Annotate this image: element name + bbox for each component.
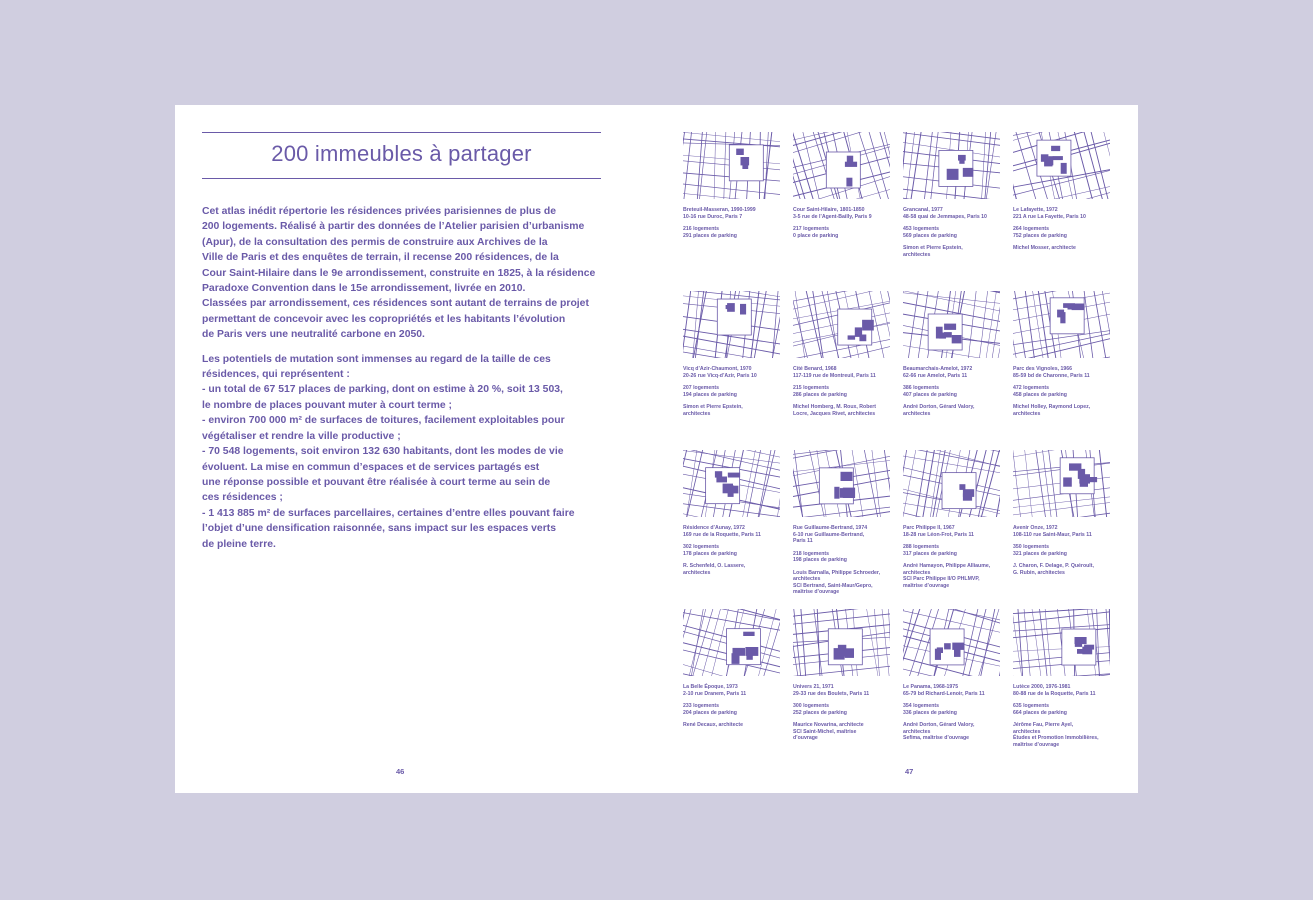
text-line: - environ 700 000 m² de surfaces de toitures, facilement exploitables pour bbox=[202, 415, 565, 427]
residence-card bbox=[793, 132, 893, 239]
page-number-left: 46 bbox=[396, 767, 405, 776]
residence-card bbox=[683, 609, 783, 729]
text-line: Paradoxe Convention dans le 15e arrondissement, livrée en 2010. bbox=[202, 283, 526, 295]
caption-line: Locre, Jacques Rivet, architectes bbox=[793, 410, 876, 417]
street-plan-icon bbox=[793, 609, 890, 676]
book-spread bbox=[175, 105, 1138, 793]
street-plan-icon bbox=[1013, 609, 1110, 676]
caption-line: maîtrise d’ouvrage bbox=[903, 582, 950, 589]
caption-line: 291 places de parking bbox=[683, 232, 737, 239]
text-line: l’objet d’une densification raisonnée, sans impact sur les espaces verts bbox=[202, 523, 556, 535]
text-line: une réponse possible et pouvant être réalisée à court terme au sein de bbox=[202, 476, 551, 488]
caption-line: SCI Bertrand, Saint-Maur/Gepro, bbox=[793, 582, 873, 589]
residence-card bbox=[903, 291, 1003, 417]
residence-caption bbox=[903, 684, 1001, 742]
text-line: végétaliser et rendre la ville productive ; bbox=[202, 430, 401, 442]
caption-line: 300 logements bbox=[793, 703, 830, 709]
caption-line: 108-110 rue Saint-Maur, Paris 11 bbox=[1013, 531, 1092, 538]
caption-line: 407 places de parking bbox=[903, 391, 957, 398]
text-line: - un total de 67 517 places de parking, dont on estime à 20 %, soit 13 503, bbox=[202, 384, 563, 396]
residence-caption bbox=[1013, 525, 1111, 576]
residence-caption bbox=[793, 207, 891, 239]
caption-line: 221 A rue La Fayette, Paris 10 bbox=[1013, 213, 1086, 220]
caption-line: Le Panama, 1968-1975 bbox=[903, 684, 959, 690]
residence-card bbox=[683, 291, 783, 417]
caption-line: Lutèce 2000, 1976-1981 bbox=[1013, 684, 1071, 690]
caption-line: architectes bbox=[903, 728, 931, 735]
street-plan-icon bbox=[903, 609, 1000, 676]
caption-line: 178 places de parking bbox=[683, 550, 737, 557]
residence-card bbox=[683, 132, 783, 239]
street-plan-icon bbox=[1013, 291, 1110, 358]
text-line: ces résidences ; bbox=[202, 492, 283, 504]
residence-caption bbox=[1013, 207, 1111, 252]
caption-line: SCI Parc Philippe II/O PHLMVP, bbox=[903, 576, 980, 582]
street-plan-icon bbox=[1013, 132, 1110, 199]
caption-line: architectes bbox=[683, 569, 711, 576]
caption-line: Michel Homberg, M. Roux, Robert bbox=[793, 404, 877, 410]
caption-line: 2-10 rue Dranem, Paris 11 bbox=[683, 690, 747, 697]
caption-line: architectes bbox=[1013, 410, 1041, 417]
caption-line: Le Lafayette, 1972 bbox=[1013, 207, 1058, 213]
text-line: évoluent. La mise en commun d’espaces et de services partagés est bbox=[202, 461, 540, 473]
caption-line: 169 rue de la Roquette, Paris 11 bbox=[683, 531, 761, 538]
caption-line: Breteuil-Masseran, 1990-1999 bbox=[683, 207, 756, 213]
residence-caption bbox=[903, 525, 1001, 589]
street-plan-icon bbox=[683, 609, 780, 676]
caption-line: 286 places de parking bbox=[793, 391, 847, 398]
caption-line: Louis Barnalla, Philippe Schroeder, bbox=[793, 569, 881, 576]
caption-line: Paris 11 bbox=[793, 538, 813, 544]
text-line: - 1 413 885 m² de surfaces parcellaires, certaines d’entre elles pouvant faire bbox=[202, 507, 575, 519]
caption-line: d’ouvrage bbox=[793, 735, 818, 741]
residence-card bbox=[683, 450, 783, 576]
caption-line: 321 places de parking bbox=[1013, 550, 1067, 557]
caption-line: 216 logements bbox=[683, 226, 720, 232]
caption-line: architectes bbox=[903, 410, 931, 417]
caption-line: 215 logements bbox=[793, 385, 830, 391]
residence-caption bbox=[793, 684, 891, 742]
caption-line: 204 places de parking bbox=[683, 709, 737, 716]
page-number-right: 47 bbox=[905, 767, 914, 776]
residence-card bbox=[1013, 132, 1113, 252]
street-plan-icon bbox=[793, 450, 890, 517]
street-plan-icon bbox=[1013, 450, 1110, 517]
caption-line: Jérôme Fau, Pierre Ayel, bbox=[1013, 722, 1074, 728]
text-line: résidences, qui représentent : bbox=[202, 369, 350, 381]
street-plan-icon bbox=[903, 132, 1000, 199]
residence-caption bbox=[903, 207, 1001, 258]
caption-line: 80-88 rue de la Roquette, Paris 11 bbox=[1013, 690, 1096, 697]
caption-line: 18-28 rue Léon-Frot, Paris 11 bbox=[903, 531, 974, 538]
residence-card bbox=[793, 291, 893, 417]
caption-line: 302 logements bbox=[683, 544, 720, 550]
caption-line: 664 places de parking bbox=[1013, 709, 1067, 716]
caption-line: 20-26 rue Vicq-d’Azir, Paris 10 bbox=[683, 372, 757, 379]
caption-line: Simon et Pierre Epstein, bbox=[903, 245, 963, 251]
text-line: - 70 548 logements, soit environ 132 630 habitants, dont les modes de vie bbox=[202, 446, 564, 458]
caption-line: 10-16 rue Duroc, Paris 7 bbox=[683, 213, 743, 220]
caption-line: 194 places de parking bbox=[683, 391, 737, 398]
caption-line: architectes bbox=[1013, 728, 1041, 735]
caption-line: 317 places de parking bbox=[903, 550, 957, 557]
caption-line: Parc des Vignoles, 1966 bbox=[1013, 366, 1073, 372]
street-plan-icon bbox=[683, 291, 780, 358]
residence-caption bbox=[683, 366, 781, 417]
text-line: permettant de concevoir avec les copropriétés et les habitants l’évolution bbox=[202, 313, 566, 325]
residence-caption bbox=[683, 525, 781, 576]
residence-card bbox=[1013, 450, 1113, 576]
text-line: Ville de Paris et des enquêtes de terrain, il recense 200 résidences, de la bbox=[202, 252, 559, 264]
text-line: de Paris vers une neutralité carbone en 2050. bbox=[202, 329, 425, 341]
caption-line: Michel Mosser, architecte bbox=[1013, 245, 1076, 251]
caption-line: R. Schenfeld, O. Lassere, bbox=[683, 563, 746, 569]
page-title: 200 immeubles à partager bbox=[271, 141, 532, 166]
caption-line: André Dorton, Gérard Valory, bbox=[903, 722, 975, 728]
caption-line: 218 logements bbox=[793, 550, 830, 557]
caption-line: 635 logements bbox=[1013, 703, 1050, 709]
caption-line: Vicq d’Azir-Chaumont, 1970 bbox=[683, 366, 752, 372]
caption-line: 569 places de parking bbox=[903, 232, 957, 239]
text-line: Cet atlas inédit répertorie les résidences privées parisiennes de plus de bbox=[202, 206, 557, 217]
title-rule-bottom bbox=[202, 178, 601, 179]
text-line: Les potentiels de mutation sont immenses au regard de la taille de ces bbox=[202, 353, 551, 365]
caption-line: 117-119 rue de Montreuil, Paris 11 bbox=[793, 372, 876, 379]
caption-line: 386 logements bbox=[903, 385, 940, 391]
caption-line: 217 logements bbox=[793, 226, 830, 232]
residence-caption bbox=[793, 366, 891, 417]
caption-line: 0 place de parking bbox=[793, 232, 839, 239]
caption-line: Cour Saint-Hilaire, 1801-1850 bbox=[793, 207, 865, 213]
residence-caption bbox=[683, 684, 781, 729]
caption-line: architectes bbox=[903, 251, 931, 258]
street-plan-icon bbox=[793, 132, 890, 199]
caption-line: Maurice Novarina, architecte bbox=[793, 722, 864, 728]
caption-line: maîtrise d’ouvrage bbox=[1013, 741, 1060, 748]
caption-line: 207 logements bbox=[683, 385, 720, 391]
caption-line: 453 logements bbox=[903, 226, 940, 232]
caption-line: 252 places de parking bbox=[793, 709, 847, 716]
text-line: Classées par arrondissement, ces résidences sont autant de terrains de projet bbox=[202, 298, 589, 310]
street-plan-icon bbox=[683, 132, 780, 199]
caption-line: 198 places de parking bbox=[793, 557, 847, 563]
caption-line: J. Charon, F. Delage, P. Quéroult, bbox=[1013, 563, 1094, 569]
caption-line: 29-33 rue des Boulets, Paris 11 bbox=[793, 690, 870, 697]
caption-line: René Decaux, architecte bbox=[683, 722, 743, 728]
caption-line: La Belle Époque, 1973 bbox=[683, 684, 738, 690]
intro-paragraph bbox=[202, 204, 622, 343]
caption-line: SCI Saint-Michel, maîtrise bbox=[793, 728, 857, 735]
caption-line: 264 logements bbox=[1013, 226, 1050, 232]
caption-line: Sefima, maîtrise d’ouvrage bbox=[903, 735, 970, 741]
caption-line: Avenir Onze, 1972 bbox=[1013, 525, 1058, 531]
caption-line: 48-58 quai de Jemmapes, Paris 10 bbox=[903, 213, 987, 220]
caption-line: 233 logements bbox=[683, 703, 720, 709]
residence-card bbox=[793, 609, 893, 742]
caption-line: architectes bbox=[793, 576, 821, 582]
caption-line: 472 logements bbox=[1013, 385, 1050, 391]
text-line: Cour Saint-Hilaire dans le 9e arrondissement, construite en 1825, à la résidence bbox=[202, 267, 596, 279]
caption-line: Rue Guillaume-Bertrand, 1974 bbox=[793, 525, 868, 531]
text-line: 200 logements. Réalisé à partir des données de l’Atelier parisien d’urbanisme bbox=[202, 221, 585, 233]
caption-line: Beaumarchais-Amelot, 1972 bbox=[903, 366, 973, 372]
street-plan-icon bbox=[683, 450, 780, 517]
caption-line: Grancanal, 1977 bbox=[903, 207, 943, 213]
residence-card bbox=[1013, 291, 1113, 417]
caption-line: 350 logements bbox=[1013, 544, 1050, 550]
caption-line: Études et Promotion Immobilières, bbox=[1013, 735, 1099, 741]
caption-line: 65-79 bd Richard-Lenoir, Paris 11 bbox=[903, 690, 985, 697]
caption-line: 288 logements bbox=[903, 544, 940, 550]
caption-line: G. Rubin, architectes bbox=[1013, 569, 1065, 576]
residence-caption bbox=[1013, 366, 1111, 417]
residence-card bbox=[1013, 609, 1113, 748]
residence-caption bbox=[1013, 684, 1111, 748]
caption-line: architectes bbox=[903, 569, 931, 576]
caption-line: 6-10 rue Guillaume-Bertrand, bbox=[793, 531, 865, 538]
residence-caption bbox=[903, 366, 1001, 417]
street-plan-icon bbox=[903, 291, 1000, 358]
title-rule-top bbox=[202, 132, 601, 133]
caption-line: maîtrise d’ouvrage bbox=[793, 589, 840, 595]
caption-line: André Hamayon, Philippe Alliaume, bbox=[903, 563, 991, 569]
caption-line: Simon et Pierre Epstein, bbox=[683, 404, 743, 410]
caption-line: 458 places de parking bbox=[1013, 391, 1067, 398]
caption-line: 752 places de parking bbox=[1013, 232, 1067, 239]
potentials-paragraph bbox=[202, 352, 622, 552]
residence-card bbox=[903, 132, 1003, 258]
intro-text bbox=[202, 204, 622, 552]
residence-caption bbox=[793, 525, 891, 596]
street-plan-icon bbox=[793, 291, 890, 358]
caption-line: Parc Philippe II, 1967 bbox=[903, 525, 955, 531]
caption-line: Cité Benard, 1968 bbox=[793, 366, 837, 372]
caption-line: architectes bbox=[683, 410, 711, 417]
residence-card bbox=[903, 450, 1003, 589]
caption-line: Univers 21, 1971 bbox=[793, 684, 834, 690]
caption-line: 354 logements bbox=[903, 703, 940, 709]
text-line: de pleine terre. bbox=[202, 538, 276, 550]
caption-line: Michel Holley, Raymond Lopez, bbox=[1013, 404, 1091, 410]
caption-line: 3-5 rue de l’Agent-Bailly, Paris 9 bbox=[793, 213, 872, 220]
caption-line: 336 places de parking bbox=[903, 709, 957, 716]
residence-card bbox=[793, 450, 893, 596]
caption-line: 62-66 rue Amelot, Paris 11 bbox=[903, 372, 968, 379]
residence-card bbox=[903, 609, 1003, 742]
caption-line: Résidence d’Aunay, 1972 bbox=[683, 525, 745, 531]
caption-line: André Dorton, Gérard Valory, bbox=[903, 404, 975, 410]
residence-caption bbox=[683, 207, 781, 239]
text-line: le nombre de places pouvant muter à court terme ; bbox=[202, 399, 453, 411]
street-plan-icon bbox=[903, 450, 1000, 517]
caption-line: 85-59 bd de Charonne, Paris 11 bbox=[1013, 372, 1090, 379]
text-line: (Apur), de la consultation des permis de construire aux Archives de la bbox=[202, 236, 548, 248]
